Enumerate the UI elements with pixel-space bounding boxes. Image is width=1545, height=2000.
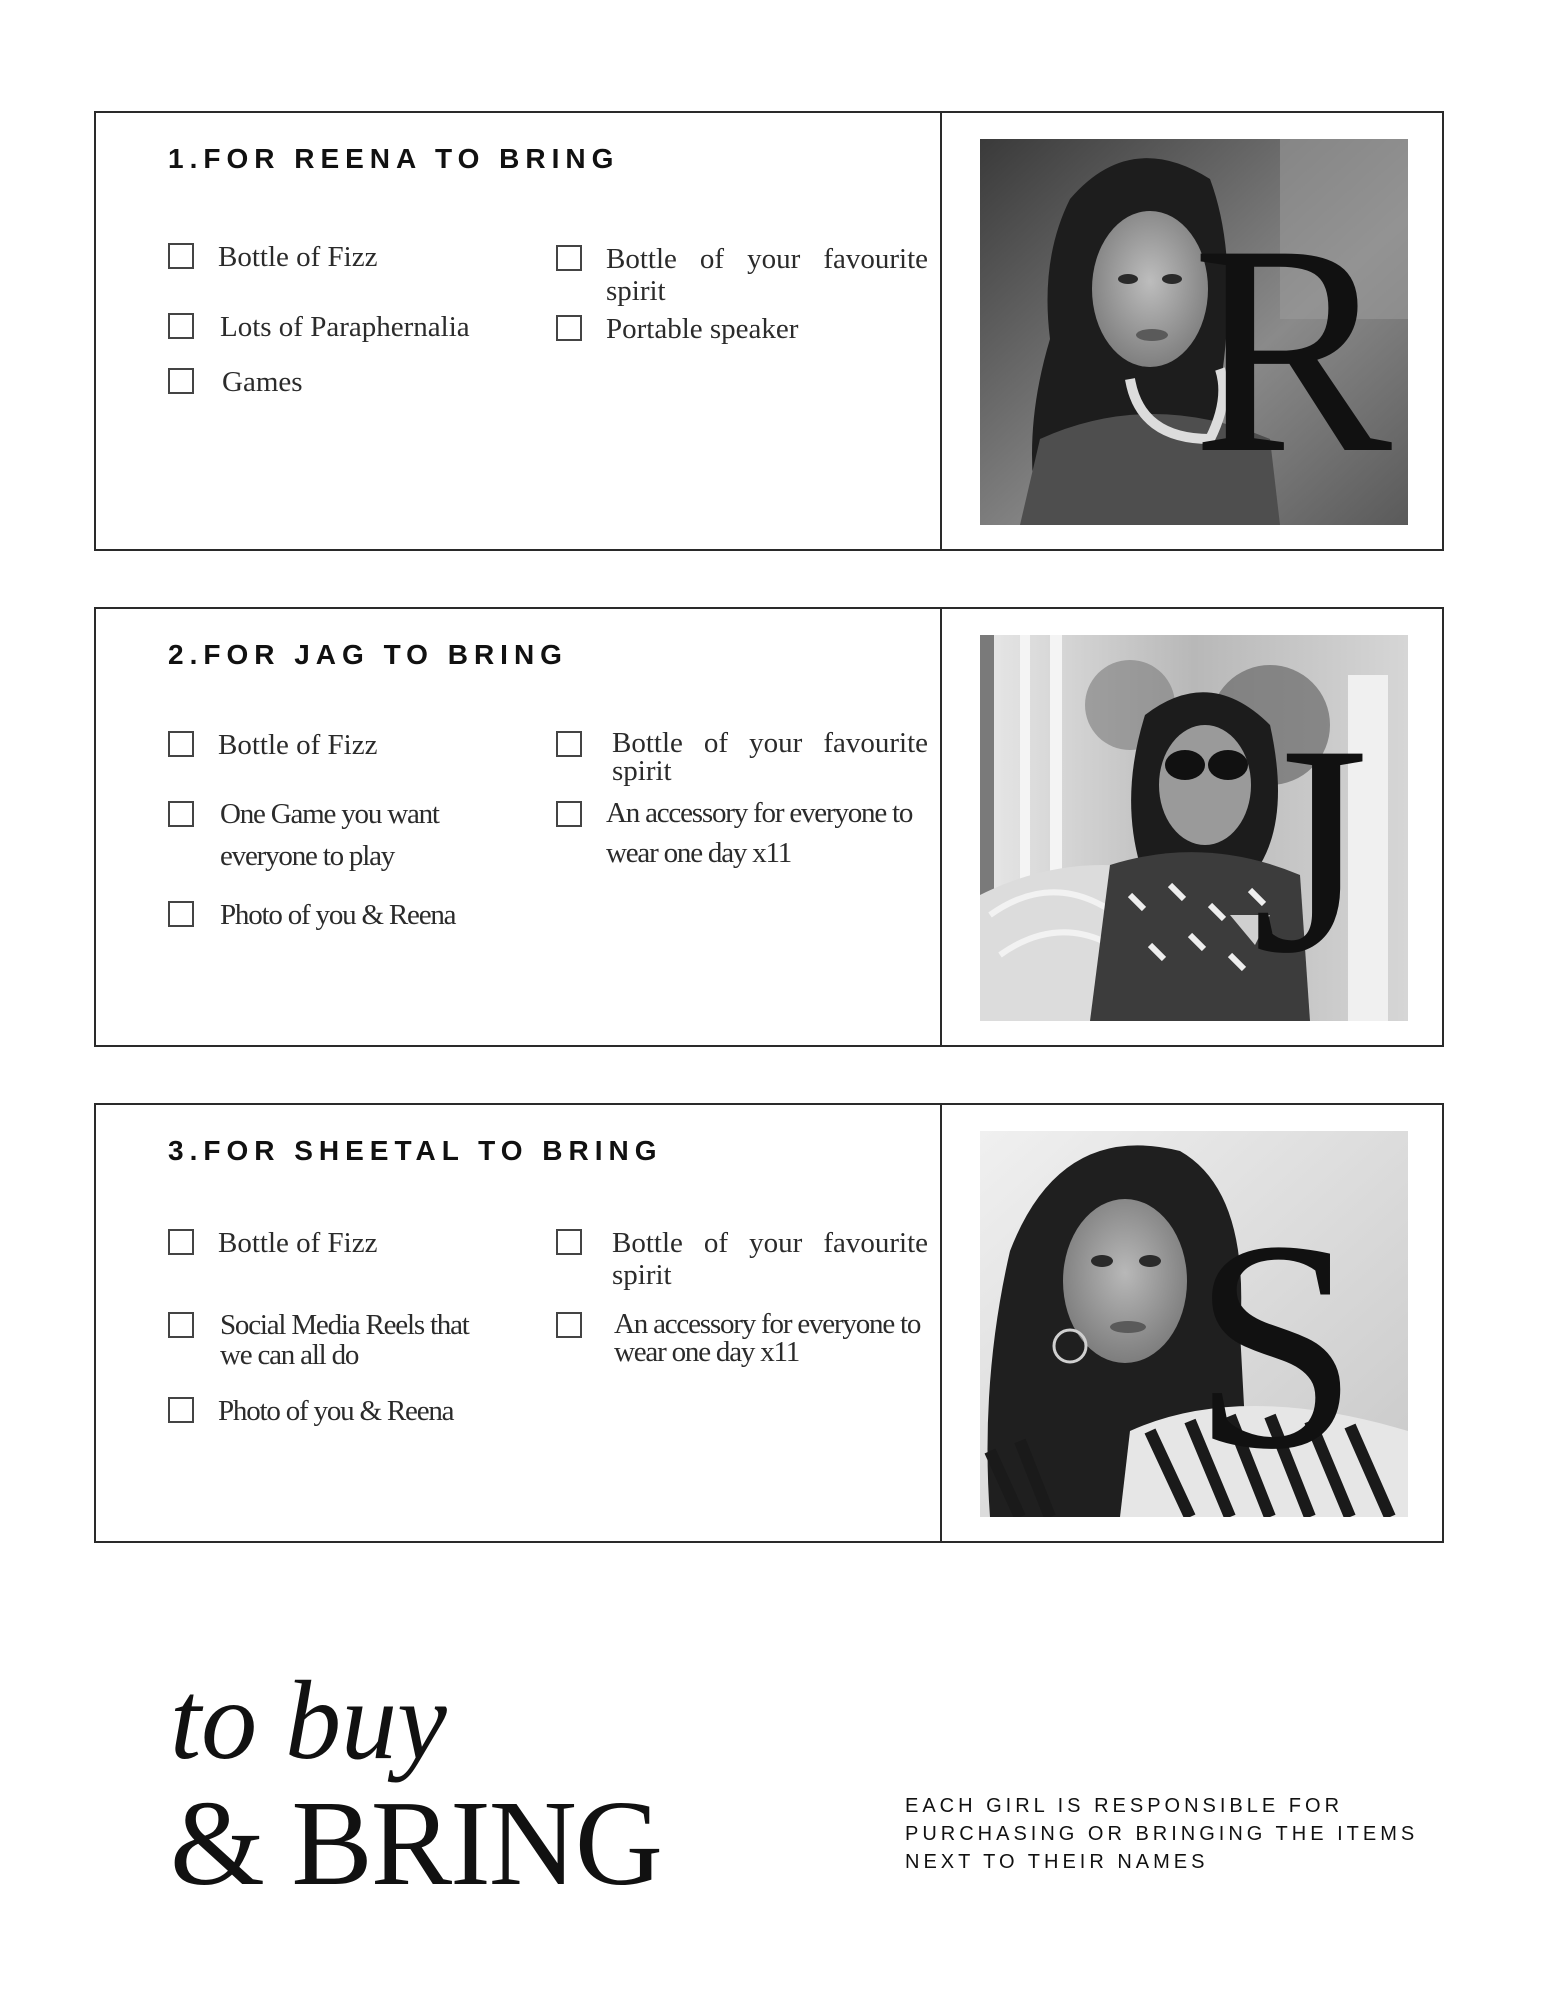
item-label: An accessory for everyone to wear one day x11	[614, 1308, 921, 1368]
checklist-item[interactable]	[168, 1227, 518, 1259]
checkbox[interactable]	[168, 1397, 194, 1423]
checkbox[interactable]	[168, 368, 194, 394]
checkbox[interactable]	[556, 245, 582, 271]
checkbox[interactable]	[168, 243, 194, 269]
card-divider	[940, 113, 942, 549]
checkbox[interactable]	[168, 801, 194, 827]
item-label: Photo of you & Reena	[218, 1395, 454, 1427]
portrait-photo-sheetal	[980, 1131, 1408, 1517]
checklist-item[interactable]	[168, 1395, 518, 1427]
monogram-initial: S	[1192, 1179, 1359, 1511]
card-title: 3.FOR SHEETAL TO BRING	[168, 1135, 663, 1166]
checklist-card-reena	[94, 111, 1444, 551]
checklist-item[interactable]	[168, 899, 520, 931]
item-label: Bottle of your favourite spirit	[612, 727, 928, 787]
checklist-item[interactable]	[168, 366, 522, 398]
portrait-photo-jag	[980, 635, 1408, 1021]
checklist-card-jag	[94, 607, 1444, 1047]
checklist-item[interactable]	[556, 729, 928, 785]
item-label: Bottle of your favourite spirit	[606, 243, 928, 307]
card-divider	[940, 1105, 942, 1541]
portrait-photo-reena	[980, 139, 1408, 525]
note-line: EACH GIRL IS RESPONSIBLE FOR	[905, 1795, 1344, 1817]
checklist-item[interactable]	[168, 729, 518, 761]
checklist-item[interactable]	[168, 241, 518, 273]
monogram-initial: J	[1252, 683, 1369, 1015]
checkbox[interactable]	[556, 1229, 582, 1255]
item-label: Bottle of Fizz	[218, 241, 378, 273]
checkbox[interactable]	[168, 1229, 194, 1255]
item-label: Bottle of your favourite spirit	[612, 1227, 928, 1291]
item-label: Bottle of Fizz	[218, 729, 378, 761]
checklist-item[interactable]	[556, 313, 928, 345]
checkbox[interactable]	[556, 1312, 582, 1338]
checklist-item[interactable]	[556, 799, 926, 873]
hero-title-main: & BRING	[170, 1776, 661, 1911]
item-label: Social Media Reels that we can all do	[220, 1309, 469, 1371]
item-label: Bottle of Fizz	[218, 1227, 378, 1259]
checklist-item[interactable]	[556, 243, 928, 307]
item-label: One Game you want everyone to play	[220, 798, 439, 872]
checkbox[interactable]	[556, 315, 582, 341]
checklist-item[interactable]	[556, 1227, 928, 1291]
note-line: NEXT TO THEIR NAMES	[905, 1851, 1209, 1873]
hero-title-script: to buy	[170, 1659, 447, 1783]
checklist-item[interactable]	[168, 1310, 490, 1370]
checklist-item[interactable]	[168, 799, 450, 877]
checkbox[interactable]	[556, 801, 582, 827]
item-label: Photo of you & Reena	[220, 899, 456, 931]
checkbox[interactable]	[168, 901, 194, 927]
checklist-item[interactable]	[168, 311, 520, 343]
item-label: An accessory for everyone to wear one day x11	[606, 797, 913, 869]
checkbox[interactable]	[556, 731, 582, 757]
checkbox[interactable]	[168, 313, 194, 339]
card-title: 2.FOR JAG TO BRING	[168, 639, 568, 670]
checklist-item[interactable]	[556, 1310, 924, 1366]
card-title: 1.FOR REENA TO BRING	[168, 143, 620, 174]
checklist-card-sheetal	[94, 1103, 1444, 1543]
item-label: Games	[222, 366, 303, 398]
card-divider	[940, 609, 942, 1045]
instructions-note	[905, 1792, 1418, 1876]
item-label: Portable speaker	[606, 313, 799, 345]
checkbox[interactable]	[168, 731, 194, 757]
item-label: Lots of Paraphernalia	[220, 311, 470, 343]
monogram-initial: R	[1192, 183, 1393, 515]
note-line: PURCHASING OR BRINGING THE ITEMS	[905, 1823, 1419, 1845]
checkbox[interactable]	[168, 1312, 194, 1338]
